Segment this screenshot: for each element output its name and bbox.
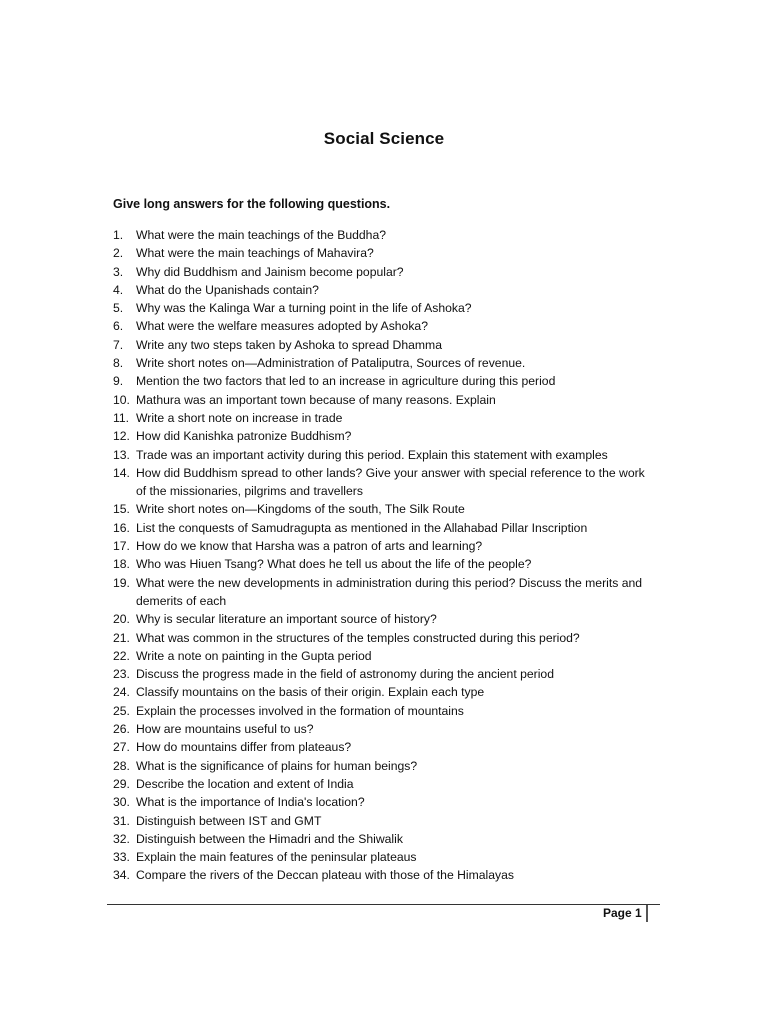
question-number: 20. xyxy=(113,612,130,627)
question-text: How do we know that Harsha was a patron of arts and learning? xyxy=(136,539,483,554)
question-number: 14. xyxy=(113,465,130,480)
question-text: Write a note on painting in the Gupta period xyxy=(136,648,372,663)
question-item xyxy=(113,610,653,628)
question-item xyxy=(113,336,653,354)
question-number: 6. xyxy=(113,319,124,334)
question-text: What is the importance of India's location? xyxy=(136,795,365,810)
question-text: Write short notes on—Administration of Pataliputra, Sources of revenue. xyxy=(136,356,526,371)
question-item xyxy=(113,519,653,537)
question-number: 12. xyxy=(113,429,130,444)
question-number: 23. xyxy=(113,667,130,682)
question-text: Distinguish between the Himadri and the Shiwalik xyxy=(136,831,403,846)
question-item xyxy=(113,409,653,427)
question-text: How did Buddhism spread to other lands? Give your answer with special reference to the work of the missionaries, pilgrims and travellers xyxy=(136,465,645,499)
question-number: 31. xyxy=(113,813,130,828)
question-item xyxy=(113,500,653,518)
question-item xyxy=(113,317,653,335)
question-item xyxy=(113,281,653,299)
question-text: Distinguish between IST and GMT xyxy=(136,813,322,828)
question-number: 16. xyxy=(113,520,130,535)
question-item xyxy=(113,244,653,262)
question-number: 27. xyxy=(113,740,130,755)
question-text: What do the Upanishads contain? xyxy=(136,282,319,297)
question-text: Trade was an important activity during this period. Explain this statement with examples xyxy=(136,447,608,462)
question-text: Mention the two factors that led to an increase in agriculture during this period xyxy=(136,374,556,389)
question-item xyxy=(113,848,653,866)
question-item xyxy=(113,263,653,281)
question-item xyxy=(113,464,653,501)
page-number-bar xyxy=(646,905,648,922)
question-item xyxy=(113,665,653,683)
question-text: Compare the rivers of the Deccan plateau with those of the Himalayas xyxy=(136,868,515,883)
instruction-text: Give long answers for the following questions. xyxy=(113,197,391,211)
question-item xyxy=(113,391,653,409)
question-item xyxy=(113,702,653,720)
question-number: 19. xyxy=(113,575,130,590)
question-number: 22. xyxy=(113,648,130,663)
question-text: Why did Buddhism and Jainism become popular? xyxy=(136,264,404,279)
question-number: 17. xyxy=(113,539,130,554)
question-item xyxy=(113,738,653,756)
question-number: 28. xyxy=(113,758,130,773)
question-number: 29. xyxy=(113,776,130,791)
question-number: 24. xyxy=(113,685,130,700)
question-number: 34. xyxy=(113,868,130,883)
question-item xyxy=(113,574,653,611)
question-number: 26. xyxy=(113,722,130,737)
question-number: 18. xyxy=(113,557,130,572)
question-item xyxy=(113,757,653,775)
question-item xyxy=(113,866,653,884)
question-text: Who was Hiuen Tsang? What does he tell us about the life of the people? xyxy=(136,557,532,572)
question-number: 25. xyxy=(113,703,130,718)
question-text: What were the welfare measures adopted by Ashoka? xyxy=(136,319,428,334)
question-item xyxy=(113,629,653,647)
question-text: Why is secular literature an important source of history? xyxy=(136,612,437,627)
question-item xyxy=(113,427,653,445)
question-number: 8. xyxy=(113,356,124,371)
question-list xyxy=(113,226,653,885)
question-number: 3. xyxy=(113,264,124,279)
question-number: 15. xyxy=(113,502,130,517)
question-text: How do mountains differ from plateaus? xyxy=(136,740,352,755)
question-text: Mathura was an important town because of many reasons. Explain xyxy=(136,392,496,407)
question-item xyxy=(113,683,653,701)
question-text: What was common in the structures of the temples constructed during this period? xyxy=(136,630,580,645)
question-text: How did Kanishka patronize Buddhism? xyxy=(136,429,352,444)
question-number: 30. xyxy=(113,795,130,810)
question-number: 33. xyxy=(113,850,130,865)
question-number: 2. xyxy=(113,246,124,261)
question-text: Write any two steps taken by Ashoka to spread Dhamma xyxy=(136,337,442,352)
question-item xyxy=(113,720,653,738)
question-number: 5. xyxy=(113,301,124,316)
question-text: Describe the location and extent of India xyxy=(136,776,354,791)
question-number: 7. xyxy=(113,337,124,352)
question-text: Write a short note on increase in trade xyxy=(136,410,343,425)
footer-divider xyxy=(107,904,660,905)
question-number: 9. xyxy=(113,374,124,389)
question-number: 21. xyxy=(113,630,130,645)
question-item xyxy=(113,446,653,464)
question-number: 10. xyxy=(113,392,130,407)
question-text: List the conquests of Samudragupta as mentioned in the Allahabad Pillar Inscription xyxy=(136,520,588,535)
question-item xyxy=(113,372,653,390)
question-item xyxy=(113,226,653,244)
question-number: 4. xyxy=(113,282,124,297)
question-text: How are mountains useful to us? xyxy=(136,722,314,737)
question-item xyxy=(113,775,653,793)
question-text: What were the main teachings of the Buddha? xyxy=(136,228,386,242)
question-text: What were the new developments in administration during this period? Discuss the merits and demerits of each xyxy=(136,575,643,608)
question-item xyxy=(113,354,653,372)
question-item xyxy=(113,299,653,317)
question-number: 13. xyxy=(113,447,130,462)
question-item xyxy=(113,793,653,811)
question-item xyxy=(113,555,653,573)
question-number: 32. xyxy=(113,831,130,846)
page-title: Social Science xyxy=(323,129,445,148)
question-text: What is the significance of plains for human beings? xyxy=(136,758,418,773)
page-number: Page 1 xyxy=(603,906,642,920)
question-number: 11. xyxy=(113,410,130,425)
question-item xyxy=(113,647,653,665)
question-text: Write short notes on—Kingdoms of the south, The Silk Route xyxy=(136,502,465,517)
question-number: 1. xyxy=(113,228,124,242)
question-text: Explain the processes involved in the formation of mountains xyxy=(136,703,464,718)
question-text: Why was the Kalinga War a turning point in the life of Ashoka? xyxy=(136,301,472,316)
question-text: Explain the main features of the peninsular plateaus xyxy=(136,850,417,865)
question-item xyxy=(113,830,653,848)
question-text: Classify mountains on the basis of their origin. Explain each type xyxy=(136,685,485,700)
question-text: What were the main teachings of Mahavira? xyxy=(136,246,374,261)
question-item xyxy=(113,812,653,830)
question-text: Discuss the progress made in the field of astronomy during the ancient period xyxy=(136,667,554,682)
question-item xyxy=(113,537,653,555)
